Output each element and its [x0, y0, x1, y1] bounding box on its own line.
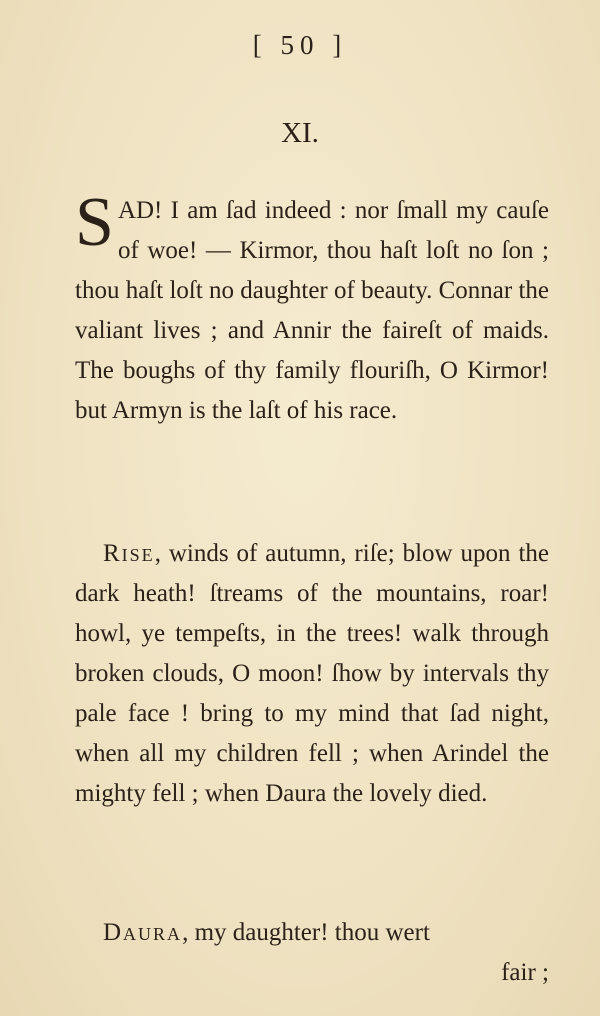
section-heading: XI. [281, 117, 319, 149]
paragraph-3-text: , my daughter! thou wert [182, 919, 430, 946]
paragraph-2-lead: Rise [103, 540, 155, 567]
paragraph-2-text: , winds of autumn, riſe; blow upon the dark heath! ſtreams of the mountains, roar! howl, ye tempeſts, in the trees! walk through broken clouds, O moon! ſhow by intervals thy pale face ! bring to my mind that ſad night, when all my children fell ; when Arindel the mighty fell ; when Daura the lovely died. [75, 540, 549, 807]
page-number: [ 50 ] [252, 30, 348, 60]
drop-cap: S [75, 184, 114, 261]
paragraph-1 [75, 184, 549, 431]
paragraph-3-last-line: fair ; [501, 959, 549, 986]
paragraph-1-text: ! I am ſad indeed : nor ſmall my cauſe of woe! — Kirmor, thou haſt loſt no ſon ; thou haſt loſt no daughter of beauty. Connar the valiant lives ; and Annir the faireſt of maids. The boughs of thy family flouriſh, O Kirmor! but Armyn is the laſt of his race. [75, 197, 549, 424]
paragraph-1-lead: AD [117, 197, 155, 224]
paragraph-3 [75, 913, 549, 993]
paragraph-3-lead: Daura [103, 919, 183, 946]
paragraph-2 [75, 534, 549, 814]
